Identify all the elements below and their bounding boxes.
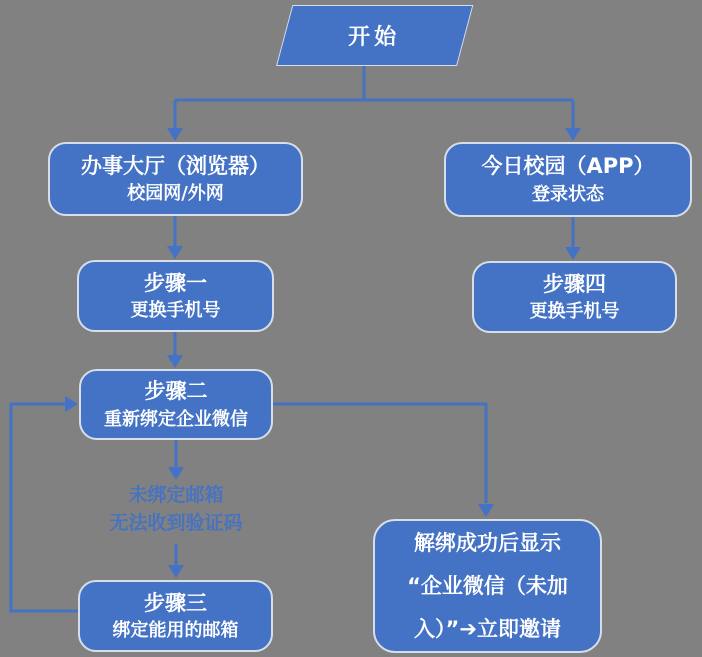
node-start	[276, 5, 473, 66]
node-step4-title: 步骤四	[543, 271, 606, 296]
node-step1	[77, 260, 274, 332]
node-step4	[472, 261, 677, 333]
node-today-campus-subtitle: 登录状态	[532, 183, 604, 205]
node-step3-title: 步骤三	[144, 590, 207, 615]
node-service-hall-subtitle: 校园网/外网	[127, 183, 224, 205]
node-unbind-result-line2: “企业微信（未加	[407, 573, 568, 598]
node-step2-title: 步骤二	[144, 379, 208, 404]
edge-step2-to-note	[168, 440, 184, 480]
node-step1-title: 步骤一	[144, 270, 207, 295]
edge-step1-to-step2	[167, 332, 183, 368]
node-step3-subtitle: 绑定能用的邮箱	[112, 620, 239, 642]
note-unbound-email	[56, 481, 296, 537]
edge-step2-to-result	[273, 404, 494, 517]
edge-hall-to-step1	[167, 216, 183, 259]
node-step3	[78, 580, 273, 652]
node-step2	[79, 369, 273, 440]
edge-start-branch	[167, 66, 581, 141]
note-line2: 无法收到验证码	[109, 512, 243, 534]
node-unbind-result-line1: 解绑成功后显示	[414, 530, 561, 555]
node-unbind-result-line3: 入）”➔立即邀请	[414, 616, 561, 641]
node-step1-subtitle: 更换手机号	[130, 300, 221, 322]
node-service-hall-title: 办事大厅（浏览器）	[81, 153, 270, 178]
node-step2-subtitle: 重新绑定企业微信	[104, 408, 248, 430]
edge-note-to-step3	[168, 544, 184, 578]
node-today-campus	[444, 142, 692, 217]
note-line1: 未绑定邮箱	[128, 484, 224, 506]
node-unbind-result	[373, 519, 602, 653]
node-start-label: 开始	[348, 25, 401, 50]
node-step4-subtitle: 更换手机号	[529, 301, 620, 323]
node-today-campus-title: 今日校园（APP）	[481, 154, 655, 179]
node-service-hall	[48, 142, 303, 216]
edge-today-to-step4	[565, 217, 581, 260]
